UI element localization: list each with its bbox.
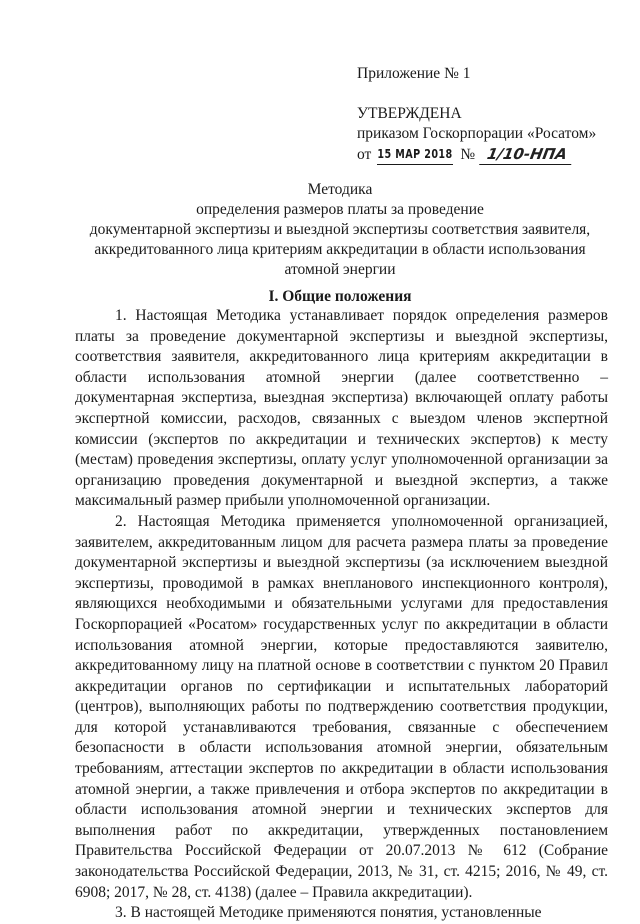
order-number-handwritten: 1/10-НПА [479, 144, 575, 165]
paragraph-2: 2. Настоящая Методика применяется уполномоченной организацией, заявителем, аккредитованным лицом для расчета размера платы за проведение документарной экспертизы и выездной экспертизы (за исключением выездной экспертизы, проводимой в рамках внепланового инспекционного контроля), являющихся необходимыми и обязательными услугами для предоставления Госкорпорацией «Росатом» государственных услуг по аккредитации в области использования атомной энергии, которые предоставляются заявителю, аккредитованному лицу на платной основе в соответствии с пунктом 20 Правил аккредитации органов по сертификации и испытательных лабораторий (центров), выполняющих работы по подтверждению соответствия продукции, для которой устанавливаются требования, связанные с обеспечением безопасности в области использования атомной энергии, обязательным требованиям, аттестации экспертов по аккредитации в области использования атомной энергии, а также привлечения и отбора экспертов по аккредитации в области использования атомной энергии и технических экспертов для выполнения работ по аккредитации, утвержденных постановлением Правительства Российской Федерации от 20.07.2013 № 612 (Собрание законодательства Российской Федерации, 2013, № 31, ст. 4215; 2016, № 49, ст. 6908; 2017, № 28, ст. 4138) (далее – Правила аккредитации). [75, 512, 608, 901]
paragraph-1: 1. Настоящая Методика устанавливает порядок определения размеров платы за проведение документарной экспертизы и выездной экспертизы, соответствия заявителя, аккредитованного лица критериям аккредитации в области использования атомной энергии (далее соответственно – документарная экспертиза, выездная экспертиза) включающей оплату работы экспертной комиссии, расходов, связанных с выездом членов экспертной комиссии (экспертов по аккредитации и технических экспертов) к месту (местам) проведения экспертизы, оплату услуг уполномоченной организации за организацию проведения документарной и выездной экспертиз, а также максимальный размер прибыли уполномоченной организации. [75, 307, 608, 510]
title-line-5: атомной энергии [284, 261, 396, 278]
document-title [60, 180, 620, 280]
order-date-stamp: 15 МАР 2018 [377, 144, 453, 165]
number-sign: № [460, 146, 476, 163]
approved-label: УТВЕРЖДЕНА [357, 105, 462, 122]
title-line-2: определения размеров платы за проведение [196, 201, 484, 218]
approval-header [357, 64, 627, 165]
order-label: приказом Госкорпорации «Росатом» [357, 125, 597, 142]
appendix-label: Приложение № 1 [357, 65, 471, 82]
document-body [75, 306, 608, 924]
title-line-3: документарной экспертизы и выездной экспертизы соответствия заявителя, [89, 221, 591, 238]
title-line-4: аккредитованного лица критериям аккредитации в области использования [94, 241, 586, 258]
from-label: от [357, 146, 372, 163]
title-line-1: Методика [307, 181, 373, 198]
order-date-row [357, 144, 627, 165]
section-heading: I. Общие положения [268, 288, 412, 305]
paragraph-3: 3. В настоящей Методике применяются понятия, установленные [115, 904, 542, 922]
